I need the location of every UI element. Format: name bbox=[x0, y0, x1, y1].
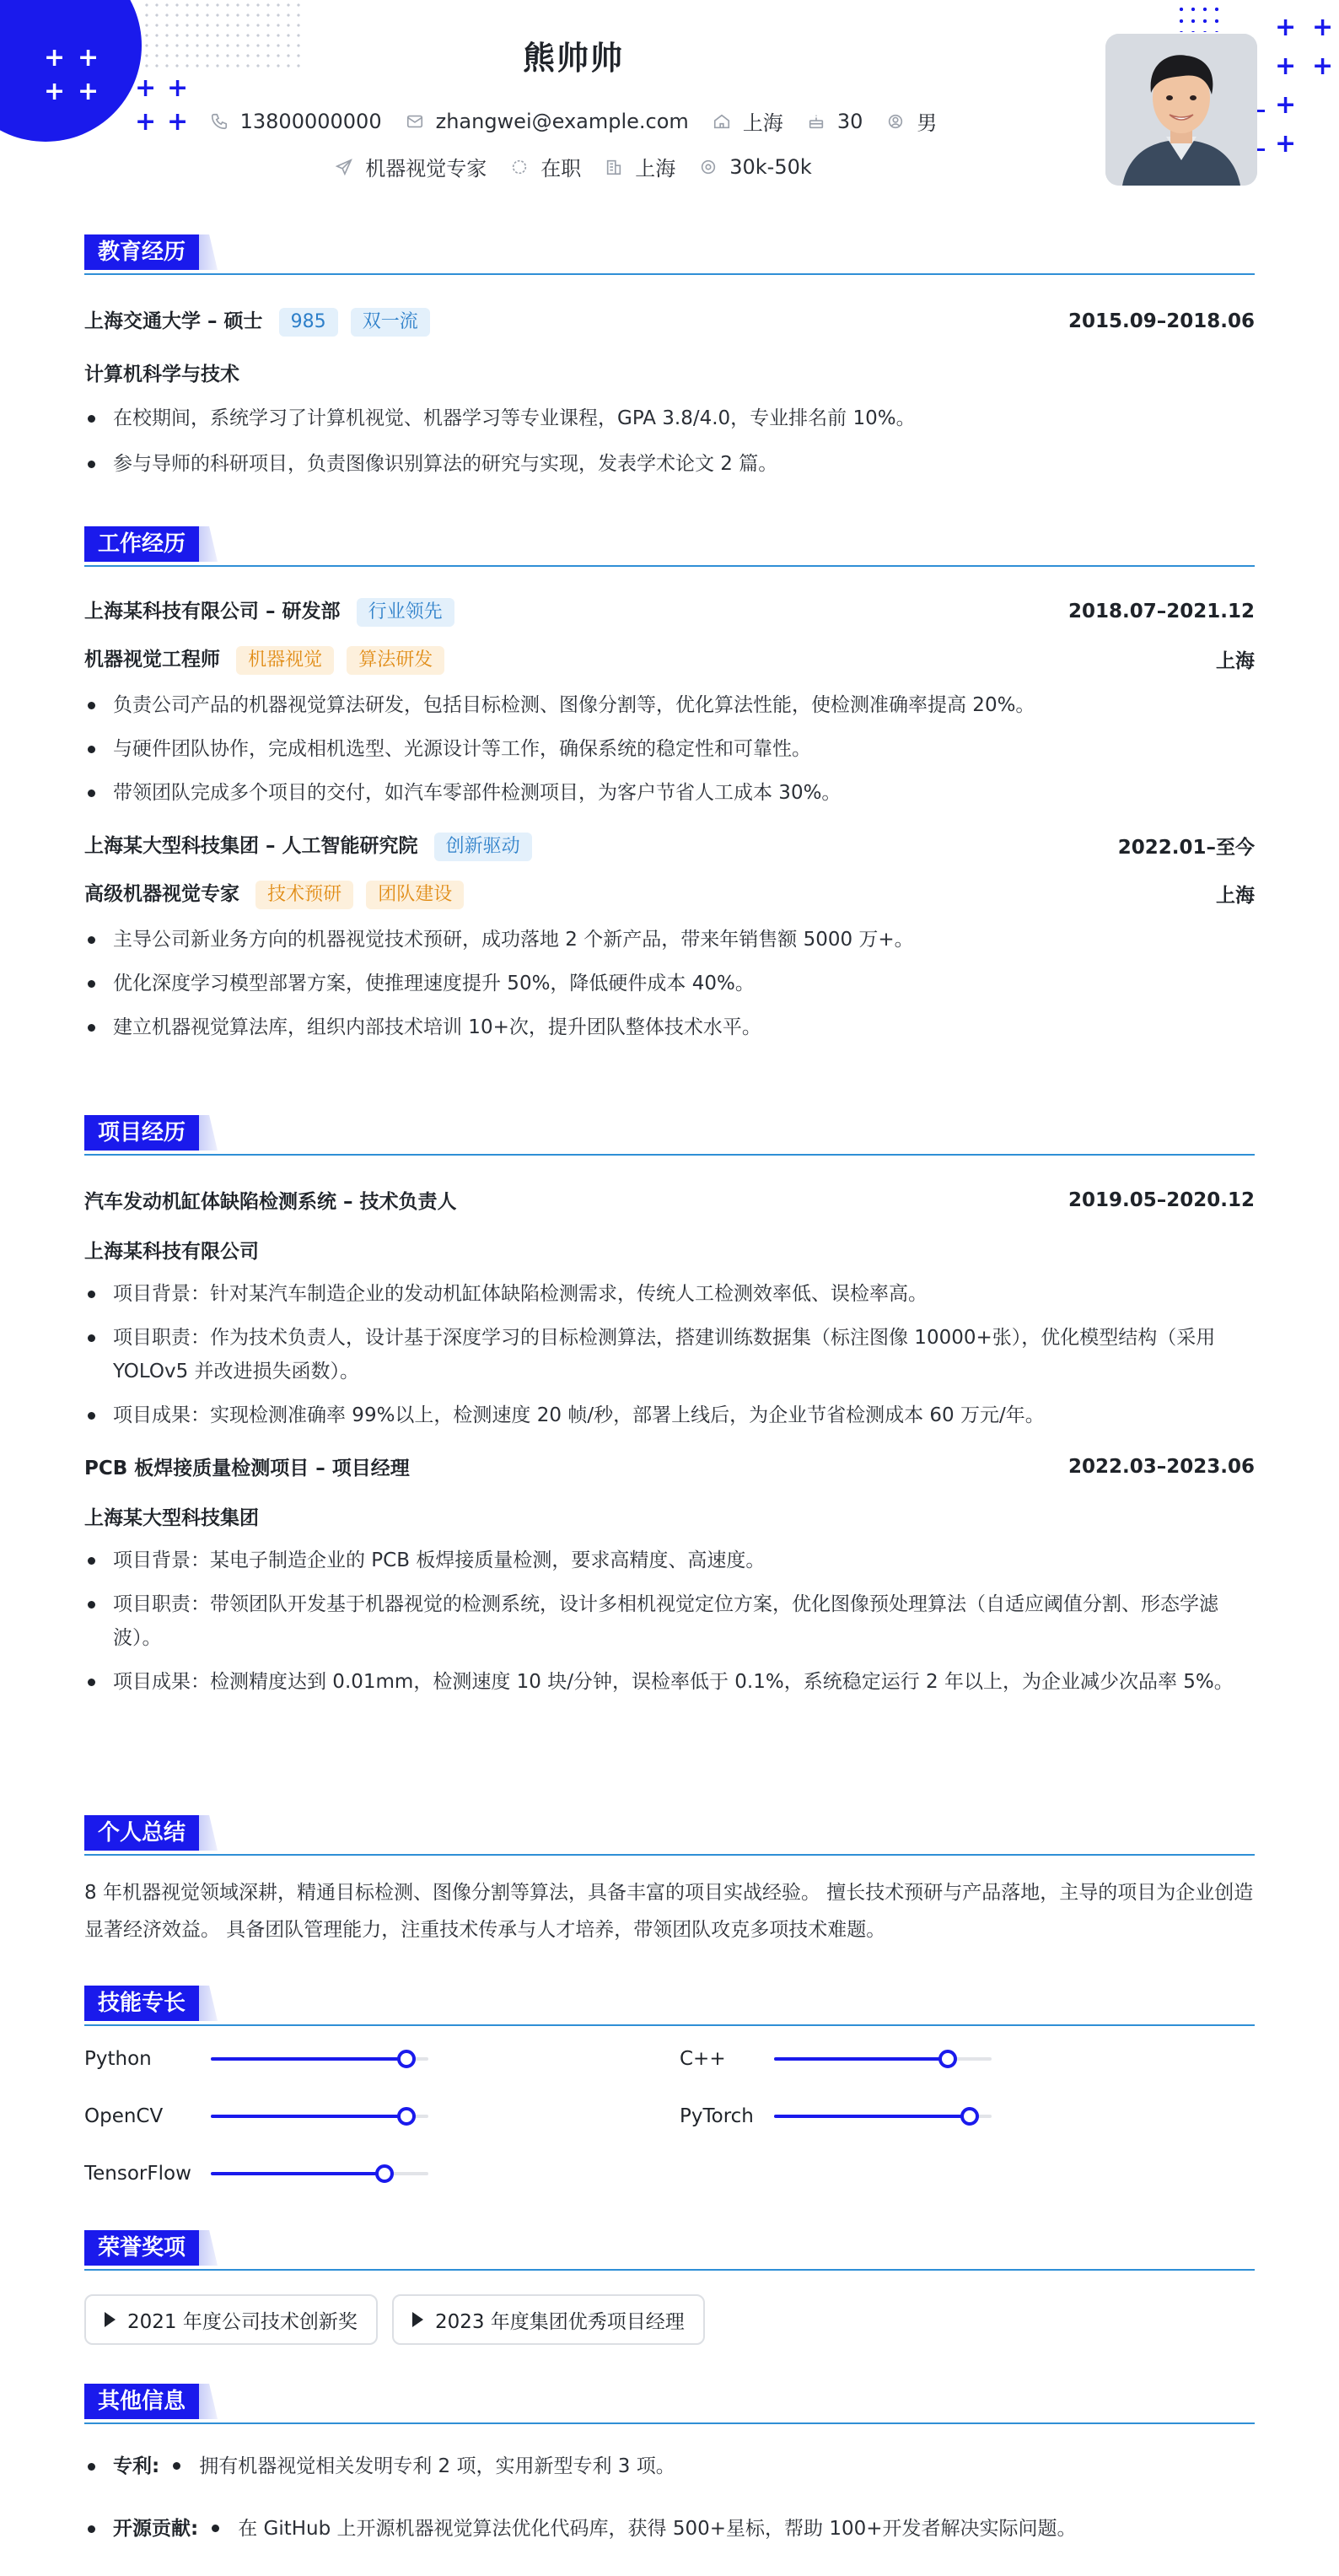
skill-bar-knob bbox=[938, 2050, 957, 2068]
plus-decoration-icon: + bbox=[44, 77, 66, 106]
section-header bbox=[84, 526, 1255, 563]
money-icon bbox=[699, 158, 718, 176]
project-org: 上海某科技有限公司 bbox=[84, 1241, 259, 1263]
avatar-portrait-icon bbox=[1105, 34, 1257, 186]
skill-bar-knob bbox=[375, 2164, 394, 2183]
skill-name: C++ bbox=[680, 2048, 726, 2070]
skill-name: Python bbox=[84, 2048, 152, 2070]
education-date: 2015.09–2018.06 bbox=[1067, 310, 1255, 332]
other-info-list bbox=[84, 2449, 1255, 2546]
other-info-label: 开源贡献: bbox=[113, 2518, 199, 2540]
job-date: 2018.07–2021.12 bbox=[1067, 600, 1255, 622]
award-text: 2023 年度集团优秀项目经理 bbox=[434, 2310, 685, 2333]
section-divider bbox=[84, 2024, 1255, 2026]
list-item: 项目职责：带领团队开发基于机器视觉的检测系统，设计多相机视觉定位方案，优化图像预处理算法（自适应阈值分割、形态学滤波）。 bbox=[84, 1587, 1255, 1655]
list-item: 建立机器视觉算法库，组织内部技术培训 10+次，提升团队整体技术水平。 bbox=[84, 1010, 1255, 1044]
gender-item bbox=[886, 106, 937, 136]
section-title: 其他信息 bbox=[84, 2384, 199, 2419]
candidate-name: 熊帅帅 bbox=[522, 40, 624, 77]
status-icon bbox=[510, 158, 529, 176]
role-tag: 机器视觉 bbox=[236, 646, 334, 675]
job-entry bbox=[84, 830, 1255, 1044]
section-title-tail bbox=[199, 2384, 218, 2419]
building-icon bbox=[605, 158, 623, 176]
list-item: 负责公司产品的机器视觉算法研发，包括目标检测、图像分割等，优化算法性能，使检测准确率提高 20%。 bbox=[84, 688, 1255, 722]
school-tag: 985 bbox=[279, 308, 338, 337]
plus-decoration-icon: + bbox=[1312, 13, 1334, 42]
avatar bbox=[1105, 34, 1257, 186]
contact-info-row bbox=[0, 106, 1147, 136]
section-title: 项目经历 bbox=[84, 1115, 199, 1151]
project-bullets bbox=[84, 1544, 1255, 1699]
other-info-section bbox=[84, 2384, 1255, 2546]
skill-bar-fill bbox=[211, 2172, 384, 2175]
city-text: 上海 bbox=[742, 111, 783, 135]
company-tag: 行业领先 bbox=[357, 598, 454, 627]
section-header bbox=[84, 1986, 1255, 2023]
education-section bbox=[84, 234, 1255, 481]
play-triangle-icon bbox=[105, 2312, 116, 2327]
section-title: 教育经历 bbox=[84, 234, 199, 270]
phone-text: 13800000000 bbox=[239, 109, 382, 133]
project-header bbox=[84, 1452, 1255, 1480]
skill-item bbox=[84, 2163, 428, 2185]
education-bullets bbox=[84, 401, 1255, 481]
section-divider bbox=[84, 273, 1255, 275]
list-item: 参与导师的科研项目，负责图像识别算法的研究与实现，发表学术论文 2 篇。 bbox=[84, 447, 1255, 481]
projects-section bbox=[84, 1115, 1255, 1699]
section-title: 工作经历 bbox=[84, 526, 199, 562]
job-role: 机器视觉工程师 bbox=[84, 649, 220, 671]
home-icon bbox=[713, 112, 731, 131]
job-date: 2022.01–至今 bbox=[1117, 837, 1255, 859]
list-item: 项目背景：针对某汽车制造企业的发动机缸体缺陷检测需求，传统人工检测效率低、误检率高。 bbox=[84, 1277, 1255, 1311]
major-name: 计算机科学与技术 bbox=[84, 364, 239, 385]
plus-decoration-icon: + bbox=[1312, 51, 1334, 81]
list-item bbox=[84, 2449, 1255, 2483]
company-tag: 创新驱动 bbox=[434, 833, 532, 861]
section-title-tail bbox=[199, 526, 218, 562]
job-entry bbox=[84, 595, 1255, 810]
skill-bar bbox=[774, 2115, 992, 2118]
list-item: 项目成果：实现检测准确率 99%以上，检测速度 20 帧/秒，部署上线后，为企业节省检测成本 60 万元/年。 bbox=[84, 1398, 1255, 1432]
role-tag: 技术预研 bbox=[255, 881, 353, 909]
list-item bbox=[84, 2512, 1255, 2546]
skill-bar-knob bbox=[397, 2107, 416, 2126]
skill-bar-fill bbox=[774, 2057, 948, 2061]
section-title-tail bbox=[199, 1115, 218, 1151]
plus-decoration-icon: + bbox=[135, 73, 157, 103]
skill-bar-fill bbox=[211, 2115, 406, 2118]
email-text: zhangwei@example.com bbox=[435, 109, 689, 133]
list-item: 项目成果：检测精度达到 0.01mm，检测速度 10 块/分钟，误检率低于 0.1%，系统稳定运行 2 年以上，为企业减少次品率 5%。 bbox=[84, 1665, 1255, 1699]
skills-section bbox=[84, 1986, 1255, 2230]
project-bullets bbox=[84, 1277, 1255, 1432]
skill-bar bbox=[211, 2115, 428, 2118]
list-item: 带领团队完成多个项目的交付，如汽车零部件检测项目，为客户节省人工成本 30%。 bbox=[84, 776, 1255, 810]
list-item: 在校期间，系统学习了计算机视觉、机器学习等专业课程，GPA 3.8/4.0，专业排名前 10%。 bbox=[84, 401, 1255, 435]
play-triangle-icon bbox=[412, 2312, 423, 2327]
job-header bbox=[84, 830, 1255, 861]
education-entry-header bbox=[84, 305, 1255, 337]
section-title: 荣誉奖项 bbox=[84, 2230, 199, 2266]
skill-name: TensorFlow bbox=[84, 2163, 191, 2185]
list-item: 主导公司新业务方向的机器视觉技术预研，成功落地 2 个新产品，带来年销售额 5000 万+。 bbox=[84, 923, 1255, 957]
list-item: 优化深度学习模型部署方案，使推理速度提升 50%，降低硬件成本 40%。 bbox=[84, 967, 1255, 1000]
skill-item bbox=[680, 2105, 992, 2127]
skill-bar-fill bbox=[774, 2115, 970, 2118]
project-header bbox=[84, 1186, 1255, 1214]
project-date: 2019.05–2020.12 bbox=[1067, 1188, 1255, 1211]
company-name: 上海某大型科技集团 – 人工智能研究院 bbox=[84, 835, 418, 857]
other-info-label: 专利: bbox=[113, 2455, 160, 2477]
salary-item bbox=[699, 155, 812, 179]
list-item: 项目职责：作为技术负责人，设计基于深度学习的目标检测算法，搭建训练数据集（标注图像 10000+张），优化模型结构（采用 YOLOv5 并改进损失函数）。 bbox=[84, 1321, 1255, 1388]
section-divider bbox=[84, 565, 1255, 567]
project-entry bbox=[84, 1452, 1255, 1699]
award-item bbox=[392, 2294, 705, 2345]
job-bullets bbox=[84, 688, 1255, 810]
phone-item bbox=[210, 110, 382, 133]
section-divider bbox=[84, 1854, 1255, 1856]
summary-section bbox=[84, 1815, 1255, 1948]
skill-bar-knob bbox=[960, 2107, 979, 2126]
school-name: 上海交通大学 – 硕士 bbox=[84, 310, 263, 332]
skill-item bbox=[680, 2048, 992, 2070]
target-job-item bbox=[335, 152, 487, 181]
skill-bar bbox=[211, 2172, 428, 2175]
job-bullets bbox=[84, 923, 1255, 1044]
section-title-tail bbox=[199, 2230, 218, 2266]
project-org: 上海某大型科技集团 bbox=[84, 1507, 259, 1529]
role-tag: 算法研发 bbox=[347, 646, 444, 675]
award-list bbox=[84, 2294, 1255, 2345]
plus-decoration-icon: + bbox=[1275, 129, 1297, 159]
bullet-dot-icon bbox=[212, 2525, 219, 2532]
other-info-text: 在 GitHub 上开源机器视觉算法优化代码库，获得 500+星标，帮助 100+开发者解决实际问题。 bbox=[238, 2518, 1077, 2540]
email-item bbox=[406, 110, 689, 133]
skill-item bbox=[84, 2048, 428, 2070]
project-entry bbox=[84, 1186, 1255, 1432]
section-header bbox=[84, 2384, 1255, 2421]
plus-decoration-icon: + bbox=[135, 107, 157, 137]
summary-text: 8 年机器视觉领域深耕，精通目标检测、图像分割等算法，具备丰富的项目实战经验。 擅长技术预研与产品落地，主导的项目为企业创造显著经济效益。 具备团队管理能力，注重技术传承与人才培养，带领团队攻克多项技术难题。 bbox=[84, 1882, 1254, 1941]
job-location: 上海 bbox=[1216, 650, 1255, 672]
skill-bar-fill bbox=[211, 2057, 406, 2061]
status-text: 在职 bbox=[540, 157, 582, 181]
target-city-item bbox=[605, 152, 675, 181]
skill-name: OpenCV bbox=[84, 2105, 164, 2127]
salary-text: 30k-50k bbox=[729, 154, 812, 179]
project-name: PCB 板焊接质量检测项目 – 项目经理 bbox=[84, 1458, 410, 1479]
role-tag: 团队建设 bbox=[366, 881, 464, 909]
plus-decoration-icon: + bbox=[78, 43, 99, 73]
city-item bbox=[713, 106, 783, 136]
plus-decoration-icon: + bbox=[1275, 13, 1297, 42]
company-name: 上海某科技有限公司 – 研发部 bbox=[84, 601, 341, 622]
section-title-tail bbox=[199, 234, 218, 270]
skill-bar bbox=[774, 2057, 992, 2061]
send-icon bbox=[335, 158, 353, 176]
job-header bbox=[84, 595, 1255, 627]
section-header bbox=[84, 1815, 1255, 1852]
plus-decoration-icon: + bbox=[78, 77, 99, 106]
skill-bar bbox=[211, 2057, 428, 2061]
plus-decoration-icon: + bbox=[1275, 90, 1297, 120]
target-city-text: 上海 bbox=[635, 157, 676, 181]
section-header bbox=[84, 234, 1255, 272]
job-role-row bbox=[84, 644, 1255, 675]
job-intent-row bbox=[0, 152, 1147, 181]
job-location: 上海 bbox=[1216, 885, 1255, 907]
skill-item bbox=[84, 2105, 428, 2127]
cake-icon bbox=[807, 112, 825, 131]
person-icon bbox=[886, 112, 905, 131]
section-header bbox=[84, 1115, 1255, 1152]
age-text: 30 bbox=[836, 109, 863, 133]
list-item: 项目背景：某电子制造企业的 PCB 板焊接质量检测，要求高精度、高速度。 bbox=[84, 1544, 1255, 1577]
plus-decoration-icon: + bbox=[44, 43, 66, 73]
section-title-tail bbox=[199, 1986, 218, 2021]
section-divider bbox=[84, 1154, 1255, 1156]
gender-text: 男 bbox=[917, 111, 938, 135]
award-text: 2021 年度公司技术创新奖 bbox=[127, 2310, 358, 2333]
dot-grid-decoration bbox=[1175, 3, 1226, 32]
award-item bbox=[84, 2294, 378, 2345]
section-title: 个人总结 bbox=[84, 1815, 199, 1851]
plus-decoration-icon: + bbox=[1275, 51, 1297, 81]
section-divider bbox=[84, 2422, 1255, 2424]
skill-bar-knob bbox=[397, 2050, 416, 2068]
work-section bbox=[84, 526, 1255, 1044]
email-icon bbox=[406, 112, 424, 131]
project-date: 2022.03–2023.06 bbox=[1067, 1455, 1255, 1478]
project-name: 汽车发动机缸体缺陷检测系统 – 技术负责人 bbox=[84, 1191, 457, 1213]
section-header bbox=[84, 2230, 1255, 2267]
job-role: 高级机器视觉专家 bbox=[84, 883, 239, 905]
target-job-text: 机器视觉专家 bbox=[365, 157, 487, 181]
school-tag: 双一流 bbox=[351, 308, 430, 337]
section-title: 技能专长 bbox=[84, 1986, 199, 2021]
phone-icon bbox=[210, 112, 229, 131]
section-title-tail bbox=[199, 1815, 218, 1851]
other-info-text: 拥有机器视觉相关发明专利 2 项，实用新型专利 3 项。 bbox=[199, 2455, 675, 2477]
skill-name: PyTorch bbox=[680, 2105, 754, 2127]
job-role-row bbox=[84, 878, 1255, 909]
plus-decoration-icon: + bbox=[167, 107, 189, 137]
awards-section bbox=[84, 2230, 1255, 2345]
age-item bbox=[807, 110, 863, 133]
plus-decoration-icon: + bbox=[167, 73, 189, 103]
bullet-dot-icon bbox=[173, 2462, 180, 2470]
status-item bbox=[510, 152, 581, 181]
section-divider bbox=[84, 2269, 1255, 2271]
list-item: 与硬件团队协作，完成相机选型、光源设计等工作，确保系统的稳定性和可靠性。 bbox=[84, 732, 1255, 766]
